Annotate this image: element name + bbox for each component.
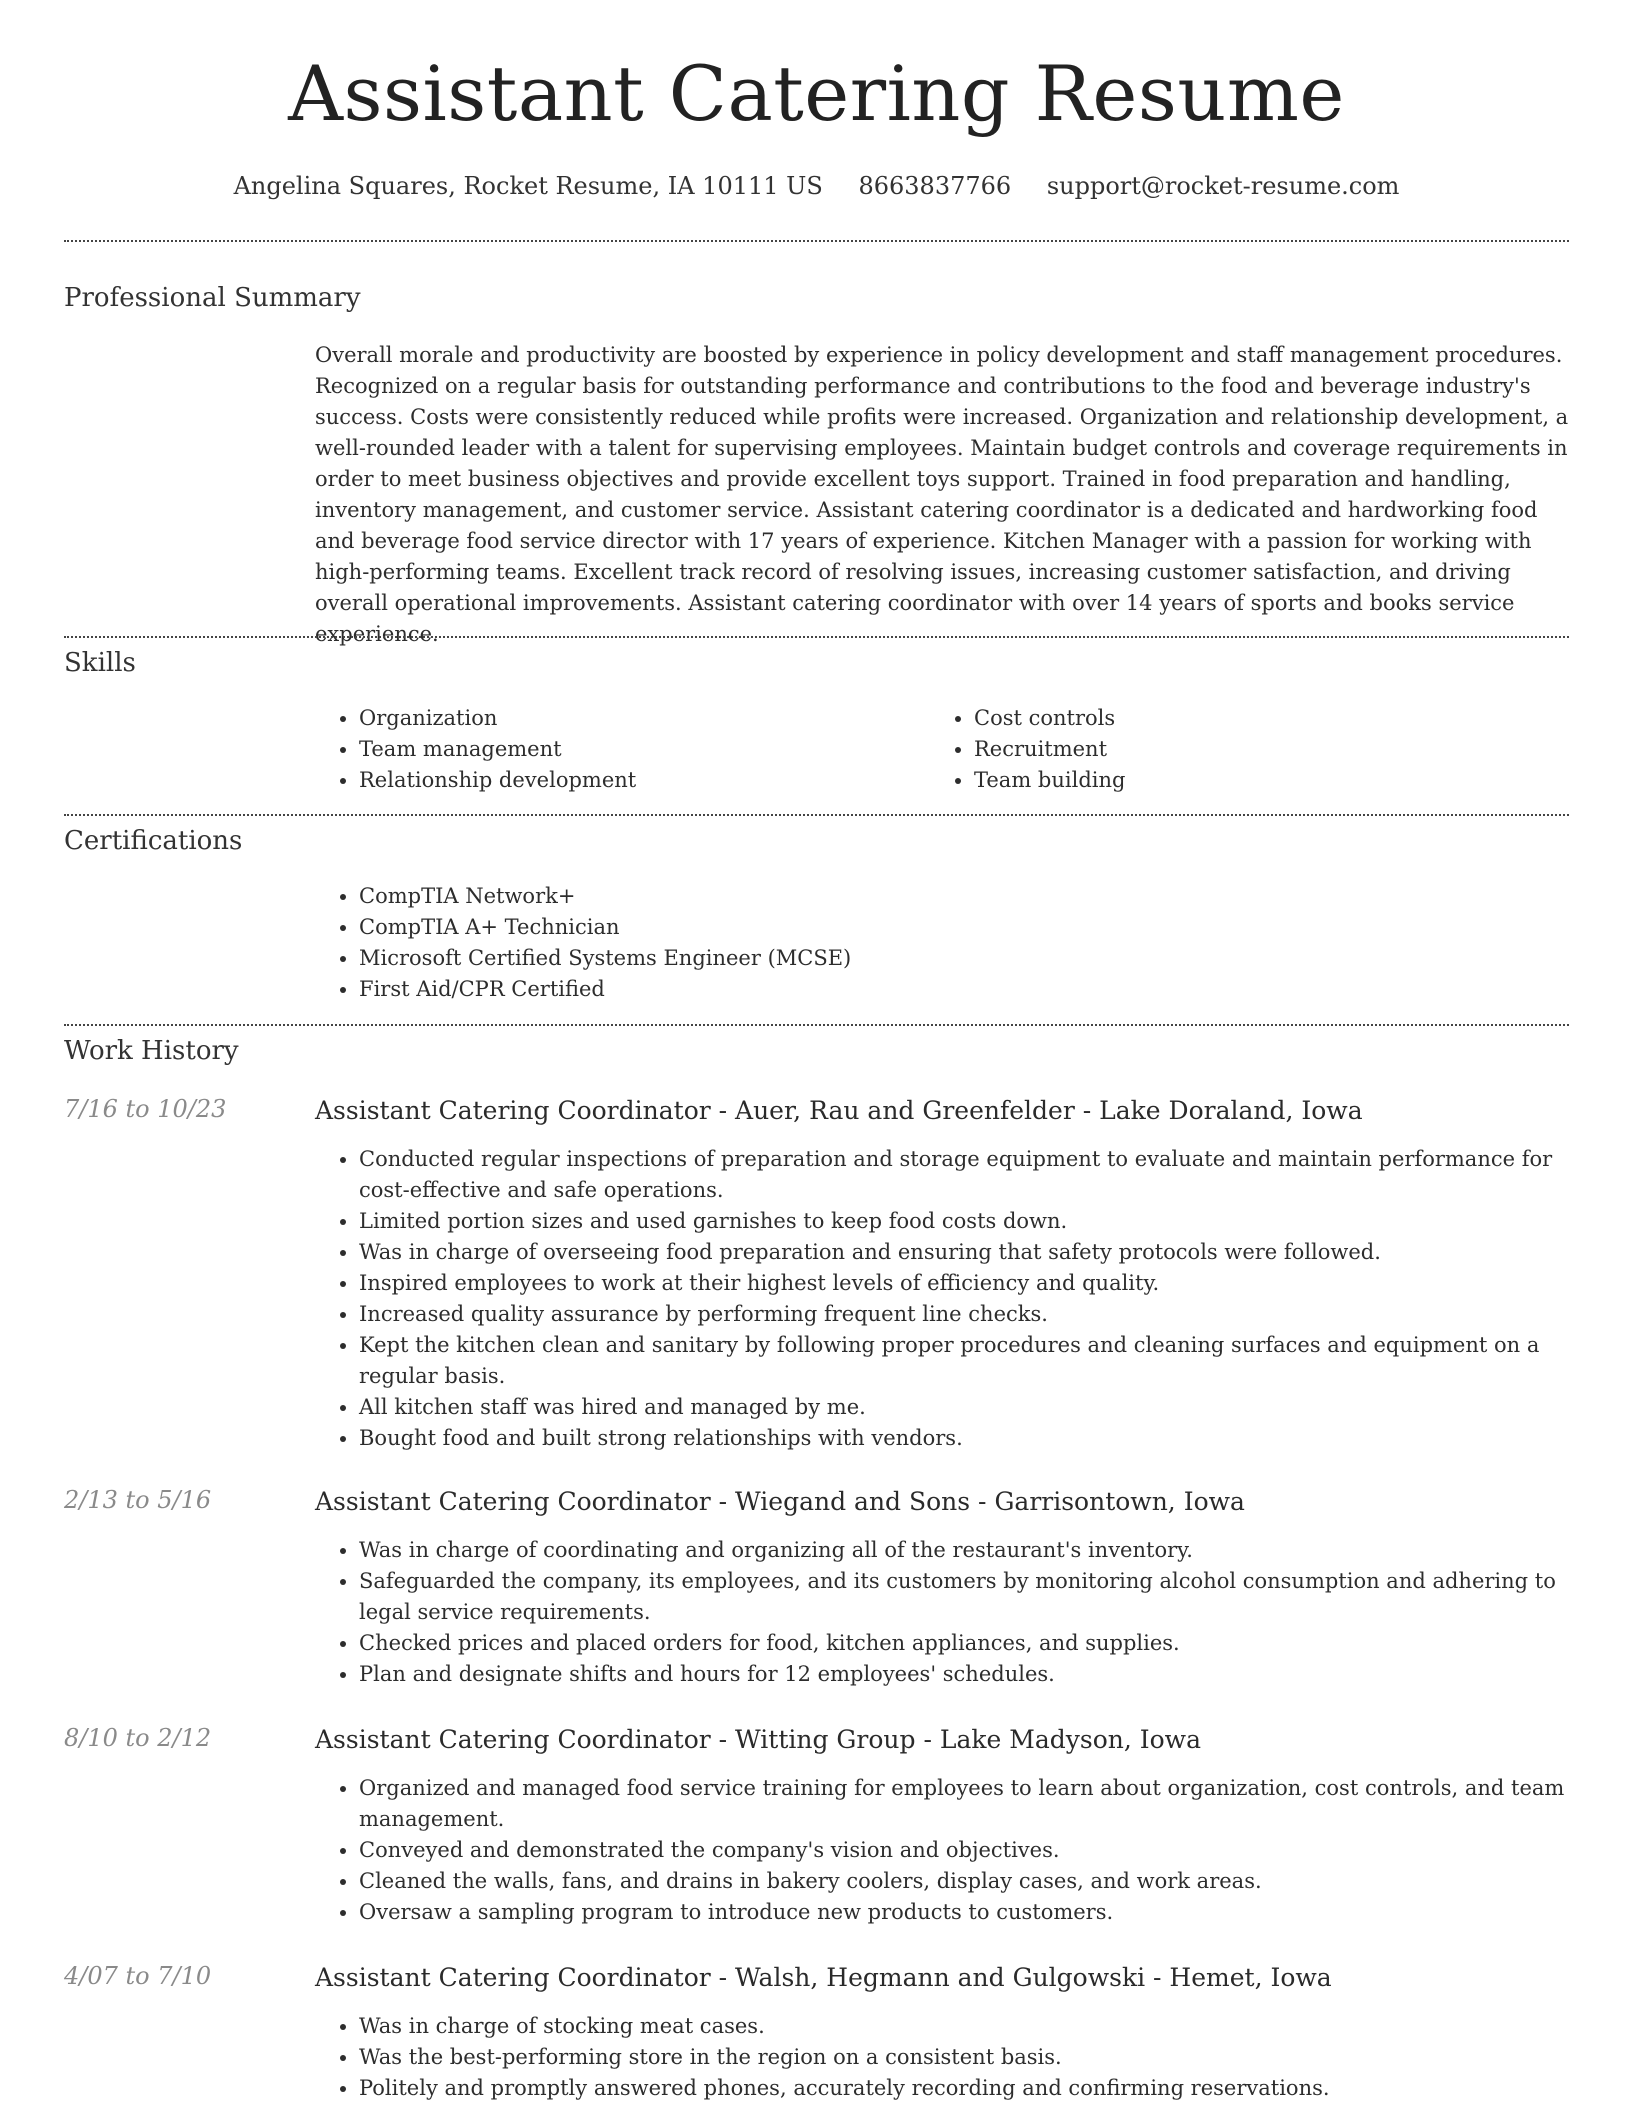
job-bullet: • Bought food and built strong relationships with vendors. — [359, 1423, 1569, 1454]
divider — [64, 1024, 1569, 1026]
email-link[interactable]: support@rocket-resume.com — [1046, 172, 1400, 200]
skill-item: • Recruitment — [974, 734, 1125, 765]
job-bullet: • Safeguarded the company, its employees, and its customers by monitoring alcohol consumption and adhering to legal service requirements. — [359, 1566, 1569, 1628]
job-bullet: • Was in charge of overseeing food preparation and ensuring that safety protocols were followed. — [359, 1237, 1569, 1268]
job-bullets — [315, 1535, 1569, 1690]
divider — [64, 240, 1569, 242]
certifications-heading: Certifications — [64, 826, 243, 856]
skill-item: • Team building — [974, 765, 1125, 796]
summary-heading: Professional Summary — [64, 283, 361, 313]
job-bullet: • Inspired employees to work at their highest levels of efficiency and quality. — [359, 1268, 1569, 1299]
job-title: Assistant Catering Coordinator - Auer, Rau and Greenfelder - Lake Doraland, Iowa — [315, 1096, 1363, 1125]
job-bullet: • Was in charge of stocking meat cases. — [359, 2011, 1569, 2042]
job-title: Assistant Catering Coordinator - Walsh, Hegmann and Gulgowski - Hemet, Iowa — [315, 1963, 1332, 1992]
job-bullets — [315, 1144, 1569, 1454]
certification-item: • First Aid/CPR Certified — [359, 974, 1569, 1005]
job-bullet: • Cleaned the walls, fans, and drains in bakery coolers, display cases, and work areas. — [359, 1866, 1569, 1897]
job-dates: 4/07 to 7/10 — [64, 1962, 212, 1990]
skills-right-column — [930, 703, 1125, 796]
job-bullet: • Organized and managed food service training for employees to learn about organization, cost controls, and team management. — [359, 1773, 1569, 1835]
job-dates: 2/13 to 5/16 — [64, 1486, 212, 1514]
certification-item: • CompTIA Network+ — [359, 881, 1569, 912]
job-bullets — [315, 1773, 1569, 1928]
address-text: Angelina Squares, Rocket Resume, IA 10111 US — [233, 172, 823, 200]
skill-item: • Relationship development — [359, 765, 636, 796]
job-bullet: • Checked prices and placed orders for food, kitchen appliances, and supplies. — [359, 1628, 1569, 1659]
certification-item: • CompTIA A+ Technician — [359, 912, 1569, 943]
certification-item: • Microsoft Certified Systems Engineer (MCSE) — [359, 943, 1569, 974]
job-bullet: • Plan and designate shifts and hours for 12 employees' schedules. — [359, 1659, 1569, 1690]
divider — [64, 814, 1569, 816]
job-bullet: • Conducted regular inspections of preparation and storage equipment to evaluate and maintain performance for cost-effective and safe operations. — [359, 1144, 1569, 1206]
job-bullet: • Politely and promptly answered phones, accurately recording and confirming reservations. — [359, 2073, 1569, 2104]
job-bullet: • Limited portion sizes and used garnishes to keep food costs down. — [359, 1206, 1569, 1237]
job-title: Assistant Catering Coordinator - Wiegand and Sons - Garrisontown, Iowa — [315, 1487, 1245, 1516]
summary-text: Overall morale and productivity are boosted by experience in policy development and staff management procedures. Recognized on a regular basis for outstanding performance and contributions to the food and beverage industry's success. Costs were consistently reduced while profits were increased. Organization and relationship development, a well-rounded leader with a talent for supervising employees. Maintain budget controls and coverage requirements in order to meet business objectives and provide excellent toys support. Trained in food preparation and handling, inventory management, and customer service. Assistant catering coordinator is a dedicated and hardworking food and beverage food service director with 17 years of experience. Kitchen Manager with a passion for working with high-performing teams. Excellent track record of resolving issues, increasing customer satisfaction, and driving overall operational improvements. Assistant catering coordinator with over 14 years of sports and books service experience. — [315, 343, 1569, 646]
job-title: Assistant Catering Coordinator - Witting Group - Lake Madyson, Iowa — [315, 1725, 1201, 1754]
skills-left-column — [315, 703, 636, 796]
job-bullet: • All kitchen staff was hired and managed by me. — [359, 1392, 1569, 1423]
phone-text: 8663837766 — [858, 172, 1012, 200]
skills-list — [315, 703, 1569, 799]
contact-line — [64, 172, 1569, 200]
job-bullet: • Was in charge of coordinating and organizing all of the restaurant's inventory. — [359, 1535, 1569, 1566]
job-bullet: • Conveyed and demonstrated the company's vision and objectives. — [359, 1835, 1569, 1866]
job-dates: 8/10 to 2/12 — [64, 1724, 212, 1752]
work-history-heading: Work History — [64, 1036, 239, 1066]
job-bullet: • Was the best-performing store in the region on a consistent basis. — [359, 2042, 1569, 2073]
skill-item: • Team management — [359, 734, 636, 765]
job-bullets — [315, 2011, 1569, 2104]
certifications-list — [315, 881, 1569, 1005]
job-dates: 7/16 to 10/23 — [64, 1095, 227, 1123]
resume-title: Assistant Catering Resume — [288, 49, 1345, 138]
job-bullet: • Kept the kitchen clean and sanitary by following proper procedures and cleaning surfaces and equipment on a regular basis. — [359, 1330, 1569, 1392]
skills-heading: Skills — [64, 648, 136, 678]
skill-item: • Organization — [359, 703, 636, 734]
divider — [64, 636, 1569, 638]
job-bullet: • Increased quality assurance by performing frequent line checks. — [359, 1299, 1569, 1330]
skill-item: • Cost controls — [974, 703, 1125, 734]
job-bullet: • Oversaw a sampling program to introduce new products to customers. — [359, 1897, 1569, 1928]
